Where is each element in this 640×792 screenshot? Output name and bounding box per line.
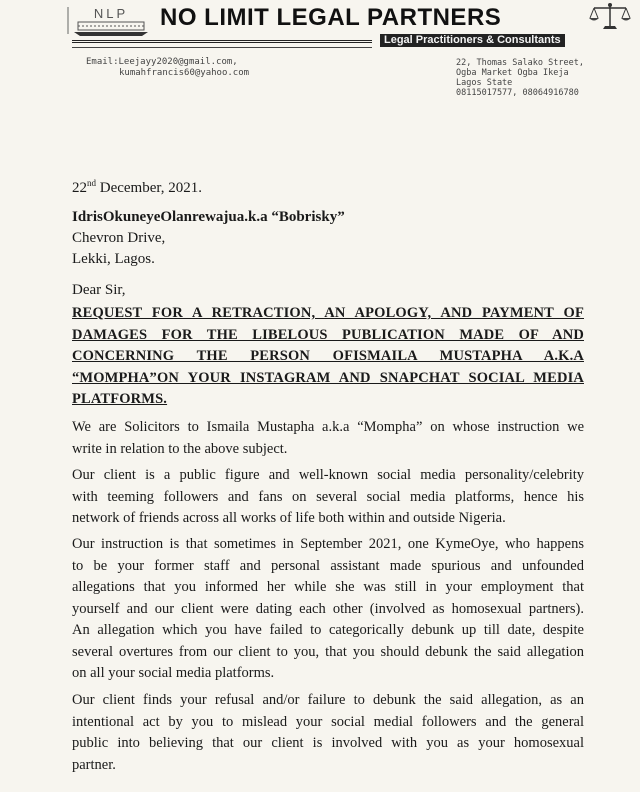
date-rest: December, 2021. <box>96 180 203 196</box>
paragraph-line: An allegation which you have failed to categorically debunk up till date, despite <box>72 622 584 638</box>
scales-of-justice-icon <box>588 2 632 32</box>
date-suffix: nd <box>87 178 96 188</box>
address-line: Lagos State <box>456 78 513 88</box>
paragraph-line: Our client finds your refusal and/or failure to debunk the said allegation, as an <box>72 692 584 708</box>
date-day: 22 <box>72 180 87 196</box>
subject-line: “MOMPHA”ON YOUR INSTAGRAM AND SNAPCHAT SOCIAL MEDIA <box>72 369 584 386</box>
paragraph-line: intentional act by you to mislead your social medial followers and the general <box>72 713 584 730</box>
firm-name: NO LIMIT LEGAL PARTNERS <box>160 4 502 31</box>
paragraph-line: yourself and our client were dating each other (involved as homosexual partners). <box>72 600 584 617</box>
body-paragraph <box>72 465 584 530</box>
firm-emails <box>86 57 249 79</box>
paragraph-line: with teeming followers and fans on several social media platforms, hence his <box>72 488 584 505</box>
firm-subtitle: Legal Practitioners & Consultants <box>380 34 565 47</box>
address-line: 22, Thomas Salako Street, <box>456 58 584 68</box>
body-paragraph <box>72 417 584 460</box>
recipient-address-line: Lekki, Lagos. <box>72 251 155 267</box>
body-paragraph <box>72 690 584 776</box>
firm-logo <box>64 6 154 36</box>
letterhead-rule-thin <box>72 47 372 48</box>
paragraph-line: write in relation to the above subject. <box>72 440 288 457</box>
logo-emblem-icon <box>64 6 154 36</box>
subject-line: PLATFORMS. <box>72 391 168 407</box>
email-line: kumahfrancis60@yahoo.com <box>119 68 250 78</box>
address-line: Ogba Market Ogba Ikeja <box>456 68 569 78</box>
paragraph-line: to be your former staff and personal assistant made spurious and unfounded <box>72 557 584 574</box>
paragraph-line: Our instruction is that sometimes in September 2021, one KymeOye, who happens <box>72 536 584 552</box>
letterhead-rule <box>72 40 372 43</box>
email-line: Email:Leejayy2020@gmail.com, <box>86 57 238 67</box>
phone-line: 08115017577, 08064916780 <box>456 88 579 98</box>
paragraph-line: on all your social media platforms. <box>72 665 275 681</box>
paragraph-line: partner. <box>72 756 116 773</box>
letter-date <box>72 178 202 197</box>
subject-line: DAMAGES FOR THE LIBELOUS PUBLICATION MADE OF AND <box>72 326 584 343</box>
paragraph-line: We are Solicitors to Ismaila Mustapha a.k.a “Mompha” on whose instruction we <box>72 419 584 435</box>
recipient-address-line: Chevron Drive, <box>72 230 166 246</box>
firm-address <box>456 58 584 98</box>
paragraph-line: network of friends across all works of life both within and outside Nigeria. <box>72 510 506 526</box>
salutation: Dear Sir, <box>72 282 126 298</box>
paragraph-line: several overtures from our client to you, that you should debunk the said allegation <box>72 643 584 660</box>
paragraph-line: Our client is a public figure and well-known social media personality/celebrity <box>72 467 584 483</box>
subject-line: REQUEST FOR A RETRACTION, AN APOLOGY, AND PAYMENT OF <box>72 305 584 321</box>
paragraph-line: public into believing that our client is involved with you as your homosexual <box>72 735 584 751</box>
recipient-name: IdrisOkuneyeOlanrewajua.k.a “Bobrisky” <box>72 209 345 225</box>
subject-heading <box>72 303 584 411</box>
body-paragraph <box>72 534 584 685</box>
logo-text: NLP <box>93 6 129 21</box>
paragraph-line: allegations that you informed her while she was still in your employment that <box>72 579 584 595</box>
subject-line: CONCERNING THE PERSON OFISMAILA MUSTAPHA A.K.A <box>72 348 584 364</box>
recipient-block <box>72 207 345 270</box>
